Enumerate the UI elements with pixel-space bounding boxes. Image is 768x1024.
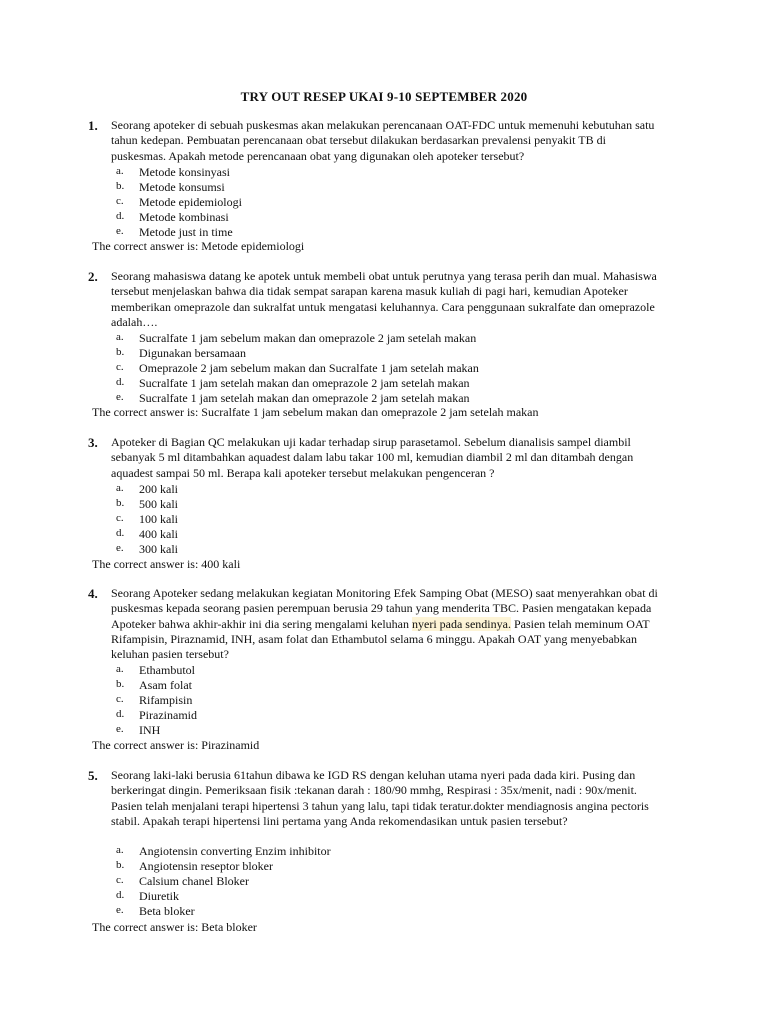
option-letter: a. [116,663,124,675]
option-text: Angiotensin converting Enzim inhibitor [139,844,331,858]
option-text: Metode just in time [139,225,233,239]
question-stem: Seorang mahasiswa datang ke apotek untuk membeli obat untuk perutnya yang terasa perih dan mual. Mahasiswa tersebut menjelaskan bahwa dia tidak sempat sarapan karena masuk kuliah di pagi hari, kemudian Apoteker memberikan omeprazole dan sukralfat untuk mengatasi keluhannya. Cara penggunaan sukralfate dan omeprazole adalah…. [111,269,657,329]
option-letter: c. [116,195,124,207]
question-stem: Apoteker di Bagian QC melakukan uji kadar terhadap sirup parasetamol. Sebelum dianalisis sampel diambil sebanyak 5 ml ditambahkan aquadest dalam labu takar 100 ml, kemudian diambil 2 ml dan ditambah dengan aquadest sampai 50 ml. Berapa kali apoteker tersebut melakukan pengenceran ? [111,435,634,480]
highlighted-text: nyeri pada sendinya. [412,616,511,631]
option-letter: b. [116,346,125,358]
question-stem: Seorang laki-laki berusia 61tahun dibawa ke IGD RS dengan keluhan utama nyeri pada dada kiri. Pusing dan berkeringat dingin. Pemeriksaan fisik :tekanan darah : 180/90 mmhg, Respirasi : 35x/menit, nadi : 90x/menit. Pasien telah menjalani terapi hipertensi 3 tahun yang lalu, tapi tidak teratur.dokter mendiagnosis angina pectoris stabil. Apakah terapi hipertensi lini pertama yang Anda rekomendasikan untuk pasien tersebut? [111,768,649,828]
option-text: Asam folat [139,678,192,692]
option-letter: a. [116,844,124,856]
option-text: INH [139,723,161,737]
option-text: Metode konsumsi [139,180,225,194]
option-letter: e. [116,542,124,554]
correct-answer: The correct answer is: 400 kali [92,557,241,571]
option-letter: c. [116,512,124,524]
option-text: 100 kali [139,512,178,526]
stem-text: Pasien telah meminum OAT Rifampisin, Piraznamid, INH, asam folat dan Ethambutol selama 6 minggu. Apakah OAT yang menyebabkan keluhan pasien tersebut? [111,616,650,662]
question-stem [111,586,659,662]
option-text: 400 kali [139,527,178,541]
option-letter: e. [116,904,124,916]
option-letter: e. [116,723,124,735]
option-letter: b. [116,497,125,509]
option-text: Ethambutol [139,663,195,677]
option-text: Calsium chanel Bloker [139,874,249,888]
option-letter: a. [116,165,124,177]
option-text: Sucralfate 1 jam setelah makan dan omeprazole 2 jam setelah makan [139,376,470,390]
option-letter: b. [116,180,125,192]
option-text: Pirazinamid [139,708,197,722]
option-text: Diuretik [139,889,179,903]
question-number: 4. [88,586,98,601]
option-letter: a. [116,331,124,343]
option-letter: a. [116,482,124,494]
option-letter: e. [116,225,124,237]
stem-text: Seorang Apoteker sedang melakukan kegiatan Monitoring Efek Samping Obat (MESO) saat menyerahkan obat di puskesmas kepada seorang pasien perempuan berusia 29 tahun yang menderita TBC. Pasien mengatakan kepada Apoteker bahwa akhir-akhir ini dia sering mengalami keluhan [111,586,658,631]
question-number: 1. [88,118,98,133]
document-title: TRY OUT RESEP UKAI 9-10 SEPTEMBER 2020 [240,89,528,104]
option-text: Metode epidemiologi [139,195,242,209]
option-letter: c. [116,693,124,705]
correct-answer: The correct answer is: Beta bloker [92,920,257,934]
question-number: 2. [88,269,98,284]
option-letter: d. [116,889,125,901]
option-letter: c. [116,361,124,373]
option-text: Rifampisin [139,693,193,707]
option-letter: c. [116,874,124,886]
option-text: 500 kali [139,497,178,511]
option-letter: d. [116,708,125,720]
question-stem: Seorang apoteker di sebuah puskesmas akan melakukan perencanaan OAT-FDC untuk memenuhi kebutuhan satu tahun kedepan. Pembuatan perencanaan obat tersebut dilakukan berdasarkan prevalensi penyakit TB di puskesmas. Apakah metode perencanaan obat yang digunakan oleh apoteker tersebut? [111,118,655,163]
option-text: Metode kombinasi [139,210,229,224]
option-text: Digunakan bersamaan [139,346,246,360]
option-text: Sucralfate 1 jam sebelum makan dan omeprazole 2 jam setelah makan [139,331,477,345]
question-number: 5. [88,768,98,783]
option-letter: e. [116,391,124,403]
option-letter: d. [116,527,125,539]
option-letter: d. [116,376,125,388]
question-number: 3. [88,435,98,450]
option-text: Beta bloker [139,904,195,918]
option-text: Angiotensin reseptor bloker [139,859,273,873]
correct-answer: The correct answer is: Sucralfate 1 jam sebelum makan dan omeprazole 2 jam setelah makan [92,405,539,419]
option-text: Sucralfate 1 jam setelah makan dan omeprazole 2 jam setelah makan [139,391,470,405]
correct-answer: The correct answer is: Pirazinamid [92,738,260,752]
option-text: Omeprazole 2 jam sebelum makan dan Sucralfate 1 jam setelah makan [139,361,479,375]
option-letter: b. [116,678,125,690]
option-letter: d. [116,210,125,222]
option-text: Metode konsinyasi [139,165,230,179]
option-letter: b. [116,859,125,871]
correct-answer: The correct answer is: Metode epidemiologi [92,239,305,253]
option-text: 200 kali [139,482,178,496]
option-text: 300 kali [139,542,178,556]
